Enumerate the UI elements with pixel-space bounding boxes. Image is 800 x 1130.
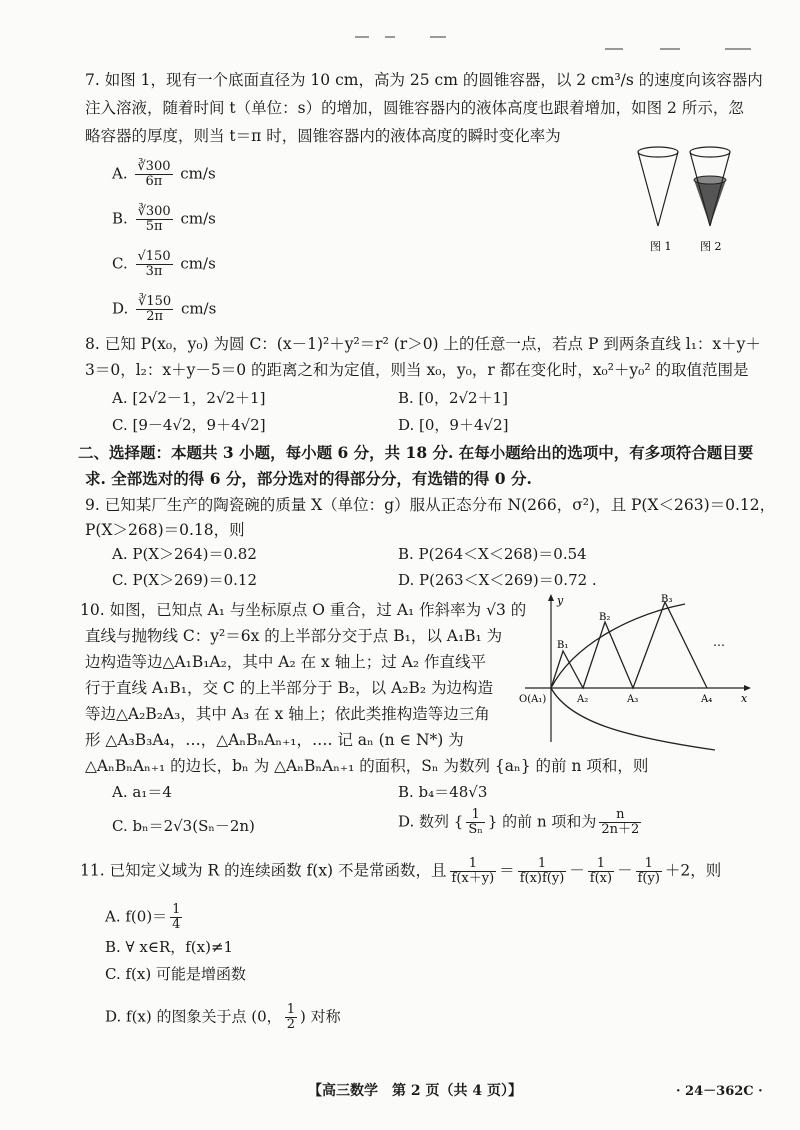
label-y: y: [557, 594, 564, 607]
cone-figure-1: [638, 147, 678, 226]
q7-option-b: B. $\frac{∛300}{5\pi}$ cm/s: [112, 204, 216, 234]
q8-option-b: B. [0，2√2＋1]: [398, 389, 508, 407]
q8-option-d: D. [0，9＋4√2]: [398, 416, 509, 434]
label-origin: O(A₁): [519, 694, 547, 705]
q10-option-a: A. a₁＝4: [112, 783, 172, 801]
page-footer: 【高三数学 第 2 页（共 4 页）】: [308, 1083, 522, 1099]
section2-heading-1: 二、选择题：本题共 3 小题，每小题 6 分，共 18 分. 在每小题给出的选项中，有多项符合题目要: [78, 443, 754, 462]
q8-line-1: 8. 已知 P(x₀，y₀) 为圆 C：(x－1)²＋y²＝r² (r＞0) 上的任意一点，若点 P 到两条直线 l₁：x＋y＋: [85, 335, 761, 353]
q10-line-5: 等边△A₂B₂A₃，其中 A₃ 在 x 轴上；依此类推构造等边三角: [85, 705, 490, 723]
q10-option-b: B. b₄＝48√3: [398, 783, 488, 801]
q11-option-a: A. f(0)＝ $\frac{1}{4}$: [105, 902, 181, 932]
q8-option-c: C. [9－4√2，9＋4√2]: [112, 416, 266, 434]
scan-mark: [605, 48, 623, 50]
label-b1: B₁: [557, 640, 569, 651]
q10-line-6: 形 △A₃B₃A₄，…，△AₙBₙAₙ₊₁，…. 记 aₙ (n ∈ N*) 为: [85, 731, 464, 749]
q9-line-1: 9. 已知某厂生产的陶瓷碗的质量 X（单位：g）服从正态分布 N(266，σ²)，且 P(X＜263)＝0.12，: [85, 496, 776, 514]
q7-option-a: A. $\frac{∛300}{6\pi}$ cm/s: [112, 159, 216, 189]
q10-line-1: 10. 如图，已知点 A₁ 与坐标原点 O 重合，过 A₁ 作斜率为 √3 的: [80, 601, 527, 619]
q10-line-2: 直线与抛物线 C：y²＝6x 的上半部分交于点 B₁，以 A₁B₁ 为: [85, 627, 503, 645]
cone-figures: [630, 140, 750, 260]
q11-option-b: B. ∀ x∈R，f(x)≠1: [105, 938, 234, 956]
label-b2: B₂: [599, 612, 611, 623]
label-a3: A₃: [627, 694, 639, 705]
q10-option-d: D. 数列 { $\frac{1}{\text{Sₙ}}$ } 的前 n 项和为 $\frac{n}{2n+2}$: [398, 807, 640, 837]
q9-option-a: A. P(X＞264)＝0.82: [112, 545, 257, 563]
label-b3: B₃: [661, 594, 673, 605]
scan-mark: [430, 36, 446, 38]
q7-line-1: 7. 如图 1，现有一个底面直径为 10 cm，高为 25 cm 的圆锥容器，以 2 cm³/s 的速度向该容器内: [85, 71, 763, 89]
section2-heading-2: 求. 全部选对的得 6 分，部分选对的得部分分，有选错的得 0 分.: [85, 469, 532, 488]
q10-line-7: △AₙBₙAₙ₊₁ 的边长，bₙ 为 △AₙBₙAₙ₊₁ 的面积，Sₙ 为数列 {aₙ} 的前 n 项和，则: [85, 757, 649, 775]
label-x: x: [741, 692, 748, 705]
scan-mark: [355, 36, 369, 38]
q10-option-c: C. bₙ＝2√3(Sₙ－2n): [112, 817, 255, 835]
x-axis-arrow: [744, 685, 751, 691]
q9-option-b: B. P(264＜X＜268)＝0.54: [398, 545, 587, 563]
q11-stem: 11. 已知定义域为 R 的连续函数 f(x) 不是常函数，且 $\frac{1}{f(x+y)}$ ＝ $\frac{1}{f(x)f(y)}$ － $\frac{1}{f(x)}$ － $\frac{1}{f(y)}$ ＋2，则: [80, 856, 722, 886]
q11-option-c: C. f(x) 可能是增函数: [105, 965, 246, 983]
label-a4: A₄: [701, 694, 713, 705]
q7-option-d: D. $\frac{∛150}{2\pi}$ cm/s: [112, 294, 217, 324]
q7-line-2: 注入溶液，随着时间 t（单位：s）的增加，圆锥容器内的液体高度也跟着增加，如图 2 所示，忽: [85, 99, 744, 117]
q8-option-a: A. [2√2－1，2√2＋1]: [112, 389, 266, 407]
q8-line-2: 3＝0，l₂：x＋y－5＝0 的距离之和为定值，则当 x₀，y₀，r 都在变化时，x₀²＋y₀² 的取值范围是: [85, 361, 749, 379]
q9-line-2: P(X＞268)＝0.18，则: [85, 521, 245, 539]
q9-option-d: D. P(263＜X＜269)＝0.72 .: [398, 571, 597, 589]
q10-line-3: 边构造等边△A₁B₁A₂，其中 A₂ 在 x 轴上；过 A₂ 作直线平: [85, 653, 486, 671]
cone-figure-2: [690, 147, 730, 226]
fig1-label: 图 1: [650, 240, 672, 253]
q9-option-c: C. P(X＞269)＝0.12: [112, 571, 257, 589]
label-a2: A₂: [577, 694, 589, 705]
parabola-curve: [551, 604, 715, 750]
triangle-chain: [551, 602, 707, 688]
q10-line-4: 行于直线 A₁B₁，交 C 的上半部分于 B₂，以 A₂B₂ 为边构造: [85, 679, 494, 697]
scan-mark: [660, 48, 680, 50]
q11-option-d: D. f(x) 的图象关于点 (0， $\frac{1}{2}$ ) 对称: [105, 1002, 341, 1032]
scan-mark: [385, 36, 395, 38]
y-axis-arrow: [548, 594, 554, 601]
q7-line-3: 略容器的厚度，则当 t＝π 时，圆锥容器内的液体高度的瞬时变化率为: [85, 127, 561, 145]
label-ellipsis: …: [713, 635, 725, 649]
parabola-figure: [515, 592, 755, 754]
fig2-label: 图 2: [700, 240, 722, 253]
scan-mark: [725, 48, 751, 50]
q7-option-c: C. $\frac{√150}{3\pi}$ cm/s: [112, 249, 216, 279]
exam-code: · 24－362C ·: [676, 1084, 763, 1099]
